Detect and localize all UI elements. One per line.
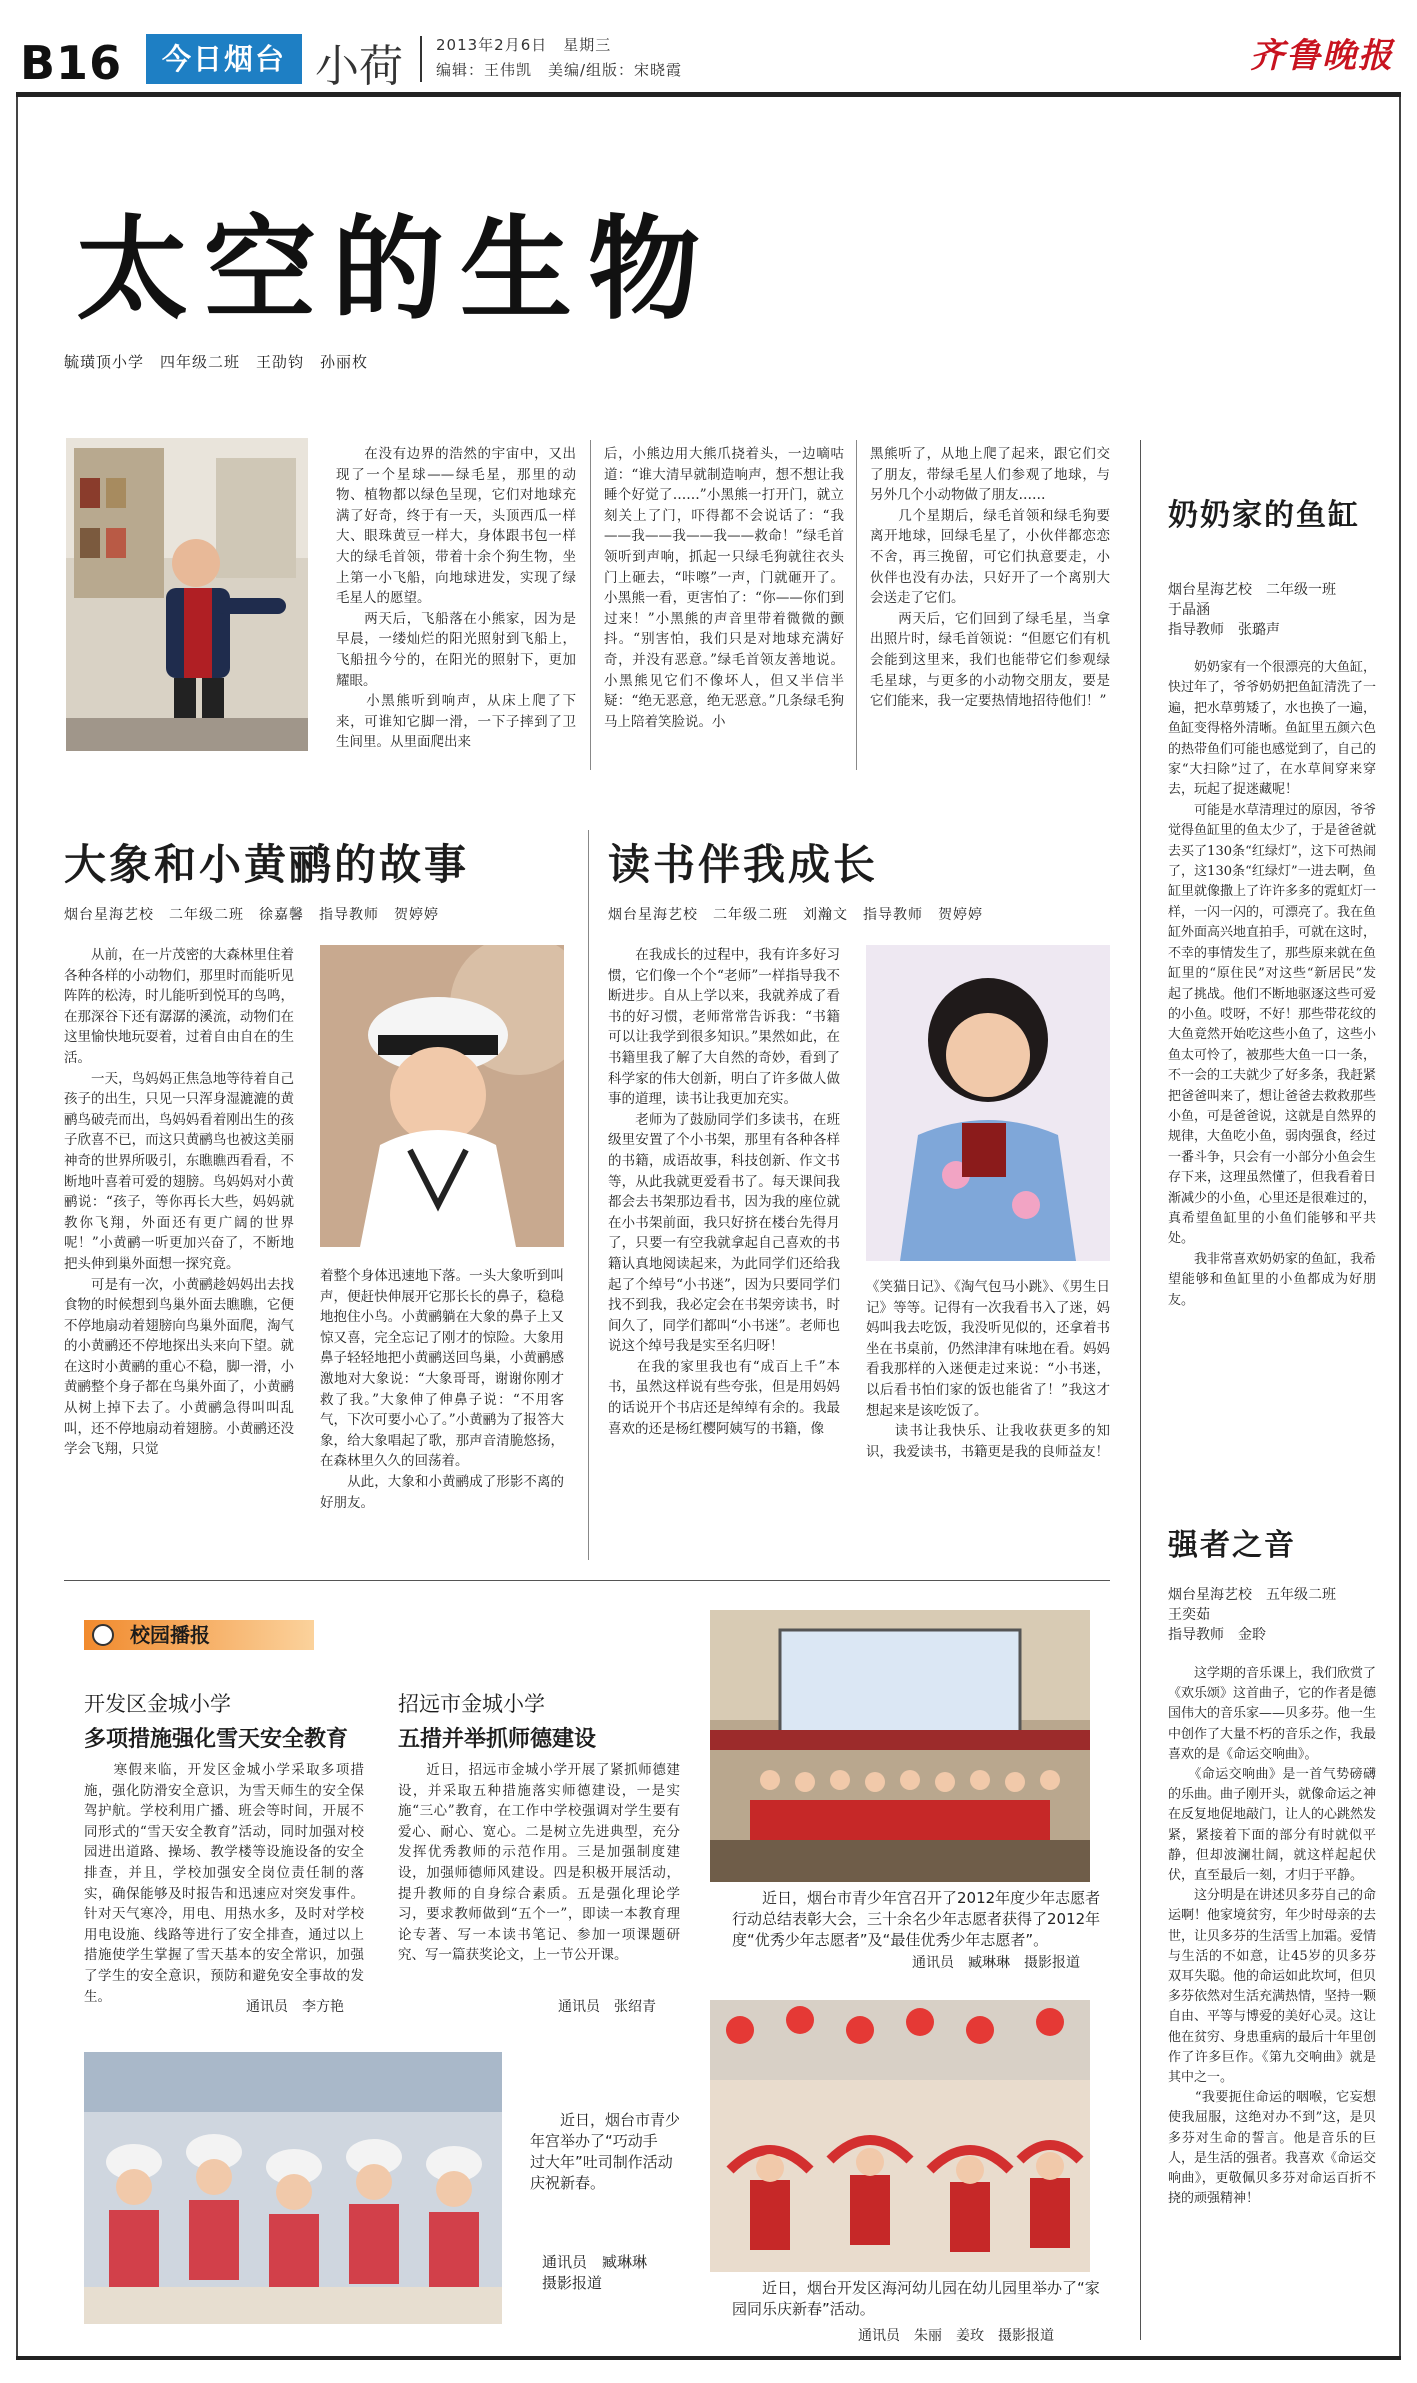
bottom-rule — [16, 2356, 1401, 2360]
elephant-story-byline: 烟台星海艺校 二年级二班 徐嘉馨 指导教师 贺婷婷 — [64, 907, 439, 923]
sidebar-story2-title: 强者之音 — [1168, 1528, 1296, 1563]
campus-item1-credit: 通讯员 李方艳 — [246, 1999, 344, 2015]
campus-item1-text: 寒假来临，开发区金城小学采取多项措施，强化防滑安全意识，为雪天师生的安全保驾护航。学校利用广播、班会等时间，开展不同形式的“雪天安全教育”活动，同时加强对校园进出道路、操场、教学楼等设施设备的安全排查，并且，学校加强安全岗位责任制的落实，确保能够及时报告和迅速应对突发事件。针对天气寒冷，用电、用热水多，及时对学校用电设施、线路等进行了安全排查，通过以上措施使学生掌握了雪天基本的安全常识，加强了学生的安全意识，预防和避免安全事故的发生。 — [84, 1762, 364, 2005]
column-name: 小荷 — [315, 41, 403, 92]
column-divider — [856, 440, 857, 770]
sidebar-story1-byline-line1: 烟台星海艺校 二年级一班 — [1168, 582, 1336, 598]
sidebar-divider — [1140, 440, 1141, 2340]
newspaper-logo: 齐鲁晚报 — [1250, 36, 1394, 76]
toast-photo-caption: 近日，烟台市青少年宫举办了“巧动手 过大年”吐司制作活动庆祝新春。 — [530, 2111, 681, 2192]
editor-credits: 编辑：王伟凯 美编/组版：宋晓霞 — [436, 61, 683, 79]
campus-item1-school: 开发区金城小学 — [84, 1692, 231, 1716]
award-photo-credit: 通讯员 臧琳琳 摄影报道 — [912, 1955, 1080, 1971]
top-rule — [16, 92, 1401, 97]
sidebar-story2-byline-line2: 王奕茹 — [1168, 1607, 1210, 1623]
reading-story-byline: 烟台星海艺校 二年级二班 刘瀚文 指导教师 贺婷婷 — [608, 907, 983, 923]
broadcast-icon — [92, 1624, 114, 1646]
toast-making-photo — [84, 2052, 502, 2324]
elephant-story-col1: 从前，在一片茂密的大森林里住着各种各样的小动物们，那里时而能听见阵阵的松涛，时儿能听到悦耳的鸟鸣，在那深谷下还有潺潺的溪流，动物们在这里愉快地玩耍着，过着自由自在的生活。 一天，鸟妈妈正焦急地等待着自己孩子的出生，只见一只浑身湿漉漉的黄鹂鸟破壳而出，鸟妈妈看着刚出生的孩子欣喜不已，而这只黄鹂鸟也被这美丽神奇的世界所吸引，东瞧瞧西看看，不断地叶喜着可爱的翅膀。鸟妈妈对小黄鹂说：“孩子，等你再长大些，妈妈就教你飞翔，外面还有更广阔的世界呢！”小黄鹂一听更加兴奋了，不断地把头伸到巢外面想一探究竟。 可是有一次，小黄鹂趁妈妈出去找食物的时候想到鸟巢外面去瞧瞧，它便不停地扇动着翅膀向鸟巢外面爬，淘气的小黄鹂还不停地探出头来向下望。就在这时小黄鹂的重心不稳，脚一滑，小黄鹂整个身子都在鸟巢外面了，小黄鹂从树上掉下去了。小黄鹂急得叫叫乱叫，还不停地扇动着翅膀。小黄鹂还没学会飞翔，只觉 — [64, 947, 294, 1458]
award-photo-caption: 近日，烟台市青少年宫召开了2012年度少年志愿者行动总结表彰大会，三十余名少年志愿者获得了2012年度“优秀少年志愿者”及“最佳优秀少年志愿者”。 — [732, 1889, 1101, 1949]
campus-item2-school: 招远市金城小学 — [398, 1692, 545, 1716]
boy-photo — [66, 438, 308, 751]
main-story-col2: 后，小熊边用大熊爪挠着头，一边嘀咕道：“谁大清早就制造响声，想不想让我睡个好觉了……”小黑熊一打开门，就立刻关上了门，吓得都不会说话了：“我——我——我——我——救命！”绿毛首领听到声响，抓起一只绿毛狗就往衣头门上砸去，“咔嚓”一声，门就砸开了。小黑熊一看，更害怕了：“你——你们到过来！”小黑熊的声音里带着微微的颤抖。“别害怕，我们只是对地球充满好奇，并没有恶意。”绿毛首领友善地说。小黑熊见它们不像坏人，但又半信半疑：“绝无恶意，绝无恶意。”几条绿毛狗马上陪着笑脸说。小 — [604, 446, 844, 730]
reading-story-col1: 在我成长的过程中，我有许多好习惯，它们像一个个“老师”一样指导我不断进步。自从上学以来，我就养成了看书的好习惯，老师常常告诉我：“书籍可以让我学到很多知识。”果然如此，在书籍里我了解了大自然的奇妙，看到了科学家的伟大创新，明白了许多做人做事的道理，读书让我更加充实。 老师为了鼓励同学们多读书，在班级里安置了个小书架，那里有各种各样的书籍，成语故事，科技创新、作文书等，从此我就更爱看书了。每天课间我都会去书架那边看书，因为我的座位就在小书架前面，我只好挤在楼台先得月了，只要一有空我就拿起自己喜欢的书籍认真地阅读起来，为此同学们还给我起了个绰号“小书迷”，因为只要同学们找不到我，我必定会在书架旁读书，时间久了，同学们都叫“小书迷”。老师也说这个绰号我是实至名归呀！ 在我的家里我也有“成百上千”本书，虽然这样说有些夸张，但是用妈妈的话说开个书店还是绰绰有余的。我最喜欢的还是杨红樱阿姨写的书籍，像 — [608, 947, 840, 1437]
sidebar-story1-byline-line2: 于晶涵 — [1168, 602, 1210, 618]
campus-banner: 校园播报 — [84, 1620, 314, 1650]
page-frame-left — [16, 97, 18, 2356]
award-ceremony-photo — [710, 1610, 1090, 1882]
girl-photo-2 — [866, 945, 1110, 1261]
column-divider — [588, 830, 589, 1560]
campus-item2-headline: 五措并举抓师德建设 — [398, 1727, 597, 1752]
campus-item1-headline: 多项措施强化雪天安全教育 — [84, 1727, 349, 1752]
sidebar-story1-text: 奶奶家有一个很漂亮的大鱼缸，快过年了，爷爷奶奶把鱼缸清洗了一遍，把水草剪矮了，水也换了一遍，鱼缸变得格外清晰。鱼缸里五颜六色的热带鱼们可能也感觉到了，自己的家“大扫除”过了，在水草间穿来穿去，玩起了捉迷藏呢！ 可能是水草清理过的原因，爷爷觉得鱼缸里的鱼太少了，于是爸爸就去买了130条“红绿灯”，这下可热闹了，这130条“红绿灯”一进去啊，鱼缸里就像撒上了许许多多的霓虹灯一样，一闪一闪的，可漂亮了。我在鱼缸外面高兴地直拍手，可就在这时，不幸的事情发生了，那些原来就在鱼缸里的“原住民”对这些“新居民”发起了挑战。他们不断地驱逐这些可爱的小鱼。哎呀，不好！那些带花纹的大鱼竟然开始吃这些小鱼了，这些小鱼太可怜了，被那些大鱼一口一条，不一会的工夫就少了好多条，我赶紧把爸爸叫来了，想让爸爸去救救那些小鱼，可是爸爸说，这就是自然界的规律，大鱼吃小鱼，弱肉强食，经过一番斗争，只会有一小部分小鱼会生存下来，这理虽然懂了，但我看着日渐减少的小鱼，心里还是很难过的，真希望鱼缸里的小鱼们能够和平共处。 我非常喜欢奶奶家的鱼缸，我希望能够和鱼缸里的小鱼都成为好朋友。 — [1168, 660, 1377, 1308]
main-story-col3: 黑熊听了，从地上爬了起来，跟它们交了朋友，带绿毛星人们参观了地球，与另外几个小动物做了朋友…… 几个星期后，绿毛首领和绿毛狗要离开地球，回绿毛星了，小伙伴都恋恋不舍，再三挽留，可它们执意要走，小伙伴也没有办法，只好开了一个离别大会送走了它们。 两天后，它们回到了绿毛星，当拿出照片时，绿毛首领说：“但愿它们有机会能到这里来，我们也能带它们参观绿毛星球，与更多的小动物交朋友，要是它们能来，我一定要热情地招待他们！” — [870, 446, 1110, 710]
kindergarten-photo-caption: 近日，烟台开发区海河幼儿园在幼儿园里举办了“家园同乐庆新春”活动。 — [732, 2279, 1100, 2318]
sidebar-story2-byline-line3: 指导教师 金聆 — [1168, 1627, 1266, 1643]
header-divider — [420, 36, 422, 82]
issue-date: 2013年2月6日 星期三 — [436, 36, 612, 54]
campus-item2-credit: 通讯员 张绍青 — [558, 1999, 656, 2015]
girl-photo-1 — [320, 945, 564, 1247]
sidebar-story1-byline-line3: 指导教师 张璐声 — [1168, 622, 1280, 638]
girl-photo-1-illustration — [320, 945, 564, 1247]
section-divider — [64, 1580, 1110, 1581]
main-story-col1: 在没有边界的浩然的宇宙中，又出现了一个星球——绿毛星，那里的动物、植物都以绿色呈现，它们对地球充满了好奇，终于有一天，头顶西瓜一样大、眼珠黄豆一样大，身体跟书包一样大的绿毛首领，带着十余个狗生物，坐上第一小飞船，向地球进发，实现了绿毛星人的愿望。 两天后，飞船落在小熊家，因为是早晨，一缕灿烂的阳光照射到飞船上，飞船扭今兮的，在阳光的照射下，更加耀眼。 小黑熊听到响声，从床上爬了下来，可谁知它脚一滑，一下子摔到了卫生间里。从里面爬出来 — [336, 446, 576, 751]
award-ceremony-illustration — [710, 1610, 1090, 1882]
elephant-story-col2: 着整个身体迅速地下落。一头大象听到叫声，便赶快伸展开它那长长的鼻子，稳稳地抱住小鸟。小黄鹂躺在大象的鼻子上又惊又喜，完全忘记了刚才的惊险。大象用鼻子轻轻地把小黄鹂送回鸟巢，小黄鹂感激地对大象说：“大象哥哥，谢谢你刚才救了我。”大象伸了伸鼻子说：“不用客气，下次可要小心了。”小黄鹂为了报答大象，给大象唱起了歌，那声音清脆悠扬，在森林里久久的回荡着。 从此，大象和小黄鹂成了形影不离的好朋友。 — [320, 1268, 564, 1511]
section-label: 今日烟台 — [146, 34, 302, 84]
sidebar-story2-byline-line1: 烟台星海艺校 五年级二班 — [1168, 1587, 1336, 1603]
sidebar-story2-text: 这学期的音乐课上，我们欣赏了《欢乐颂》这首曲子，它的作者是德国伟大的音乐家——贝多芬。他一生中创作了大量不朽的音乐之作，我最喜欢的是《命运交响曲》。 《命运交响曲》是一首气势磅礴的乐曲。曲子刚开头，就像命运之神在反复地促地敲门，让人的心跳然发紧，紧接着下面的部分有时就似平静，但却波澜壮阔，就这样起起伏伏，直至最后一刻，才归于平静。 这分明是在讲述贝多芬自己的命运啊！他家境贫穷，年少时母亲的去世，让贝多芬的生活雪上加霜。爱情与生活的不如意，让45岁的贝多芬双耳失聪。他的命运如此坎坷，但贝多芬依然对生活充满热情，坚持一颗自由、平等与博爱的美好心灵。这让他在贫穷、身患重病的最后十年里创作了许多巨作。《第九交响曲》就是其中之一。 “我要扼住命运的咽喉，它妄想使我屈服，这绝对办不到”这，是贝多芬对生命的誓言。他是音乐的巨人，是生活的强者。我喜欢《命运交响曲》，更敬佩贝多芬对命运百折不挠的顽强精神！ — [1168, 1666, 1377, 2207]
main-headline: 太空的生物 — [76, 205, 716, 335]
campus-item2-text: 近日，招远市金城小学开展了紧抓师德建设，并采取五种措施落实师德建设，一是实施“三心”教育，在工作中学校强调对学生要有爱心、耐心、宽心。二是树立先进典型，充分发挥优秀教师的示范作用。三是加强制度建设，加强师德师风建设。四是积极开展活动，提升教师的自身综合素质。五是强化理论学习，要求教师做到“五个一”，即读一本教育理论专著、写一本读书笔记、参加一项课题研究、写一篇获奖论文，上一节公开课。 — [398, 1762, 680, 1964]
column-divider — [590, 440, 591, 770]
reading-story-col2: 《笑猫日记》、《淘气包马小跳》、《男生日记》等等。记得有一次我看书入了迷，妈妈叫我去吃饭，我没听见似的，还拿着书坐在书桌前，仍然津津有味地在看。妈妈看我那样的入迷便走过来说：“小书迷，以后看书怕们家的饭也能省了！”我这才想起来是该吃饭了。 读书让我快乐、让我收获更多的知识，我爱读书，书籍更是我的良师益友！ — [866, 1279, 1110, 1460]
toast-photo-credit: 通讯员 臧琳琳 摄影报道 — [542, 2253, 663, 2292]
sidebar-story1-title: 奶奶家的鱼缸 — [1168, 498, 1360, 533]
reading-story-title: 读书伴我成长 — [608, 840, 879, 889]
kindergarten-illustration — [710, 2000, 1090, 2272]
kindergarten-photo — [710, 2000, 1090, 2272]
page-number: B16 — [20, 36, 123, 90]
main-byline: 毓璜顶小学 四年级二班 王劭钧 孙丽枚 — [64, 353, 369, 371]
elephant-story-title: 大象和小黄鹂的故事 — [64, 840, 470, 889]
toast-making-illustration — [84, 2052, 502, 2324]
girl-photo-2-illustration — [866, 945, 1110, 1261]
kindergarten-photo-credit: 通讯员 朱丽 姜玫 摄影报道 — [858, 2328, 1054, 2344]
boy-photo-illustration — [66, 438, 308, 751]
page-frame-right — [1399, 97, 1401, 2356]
